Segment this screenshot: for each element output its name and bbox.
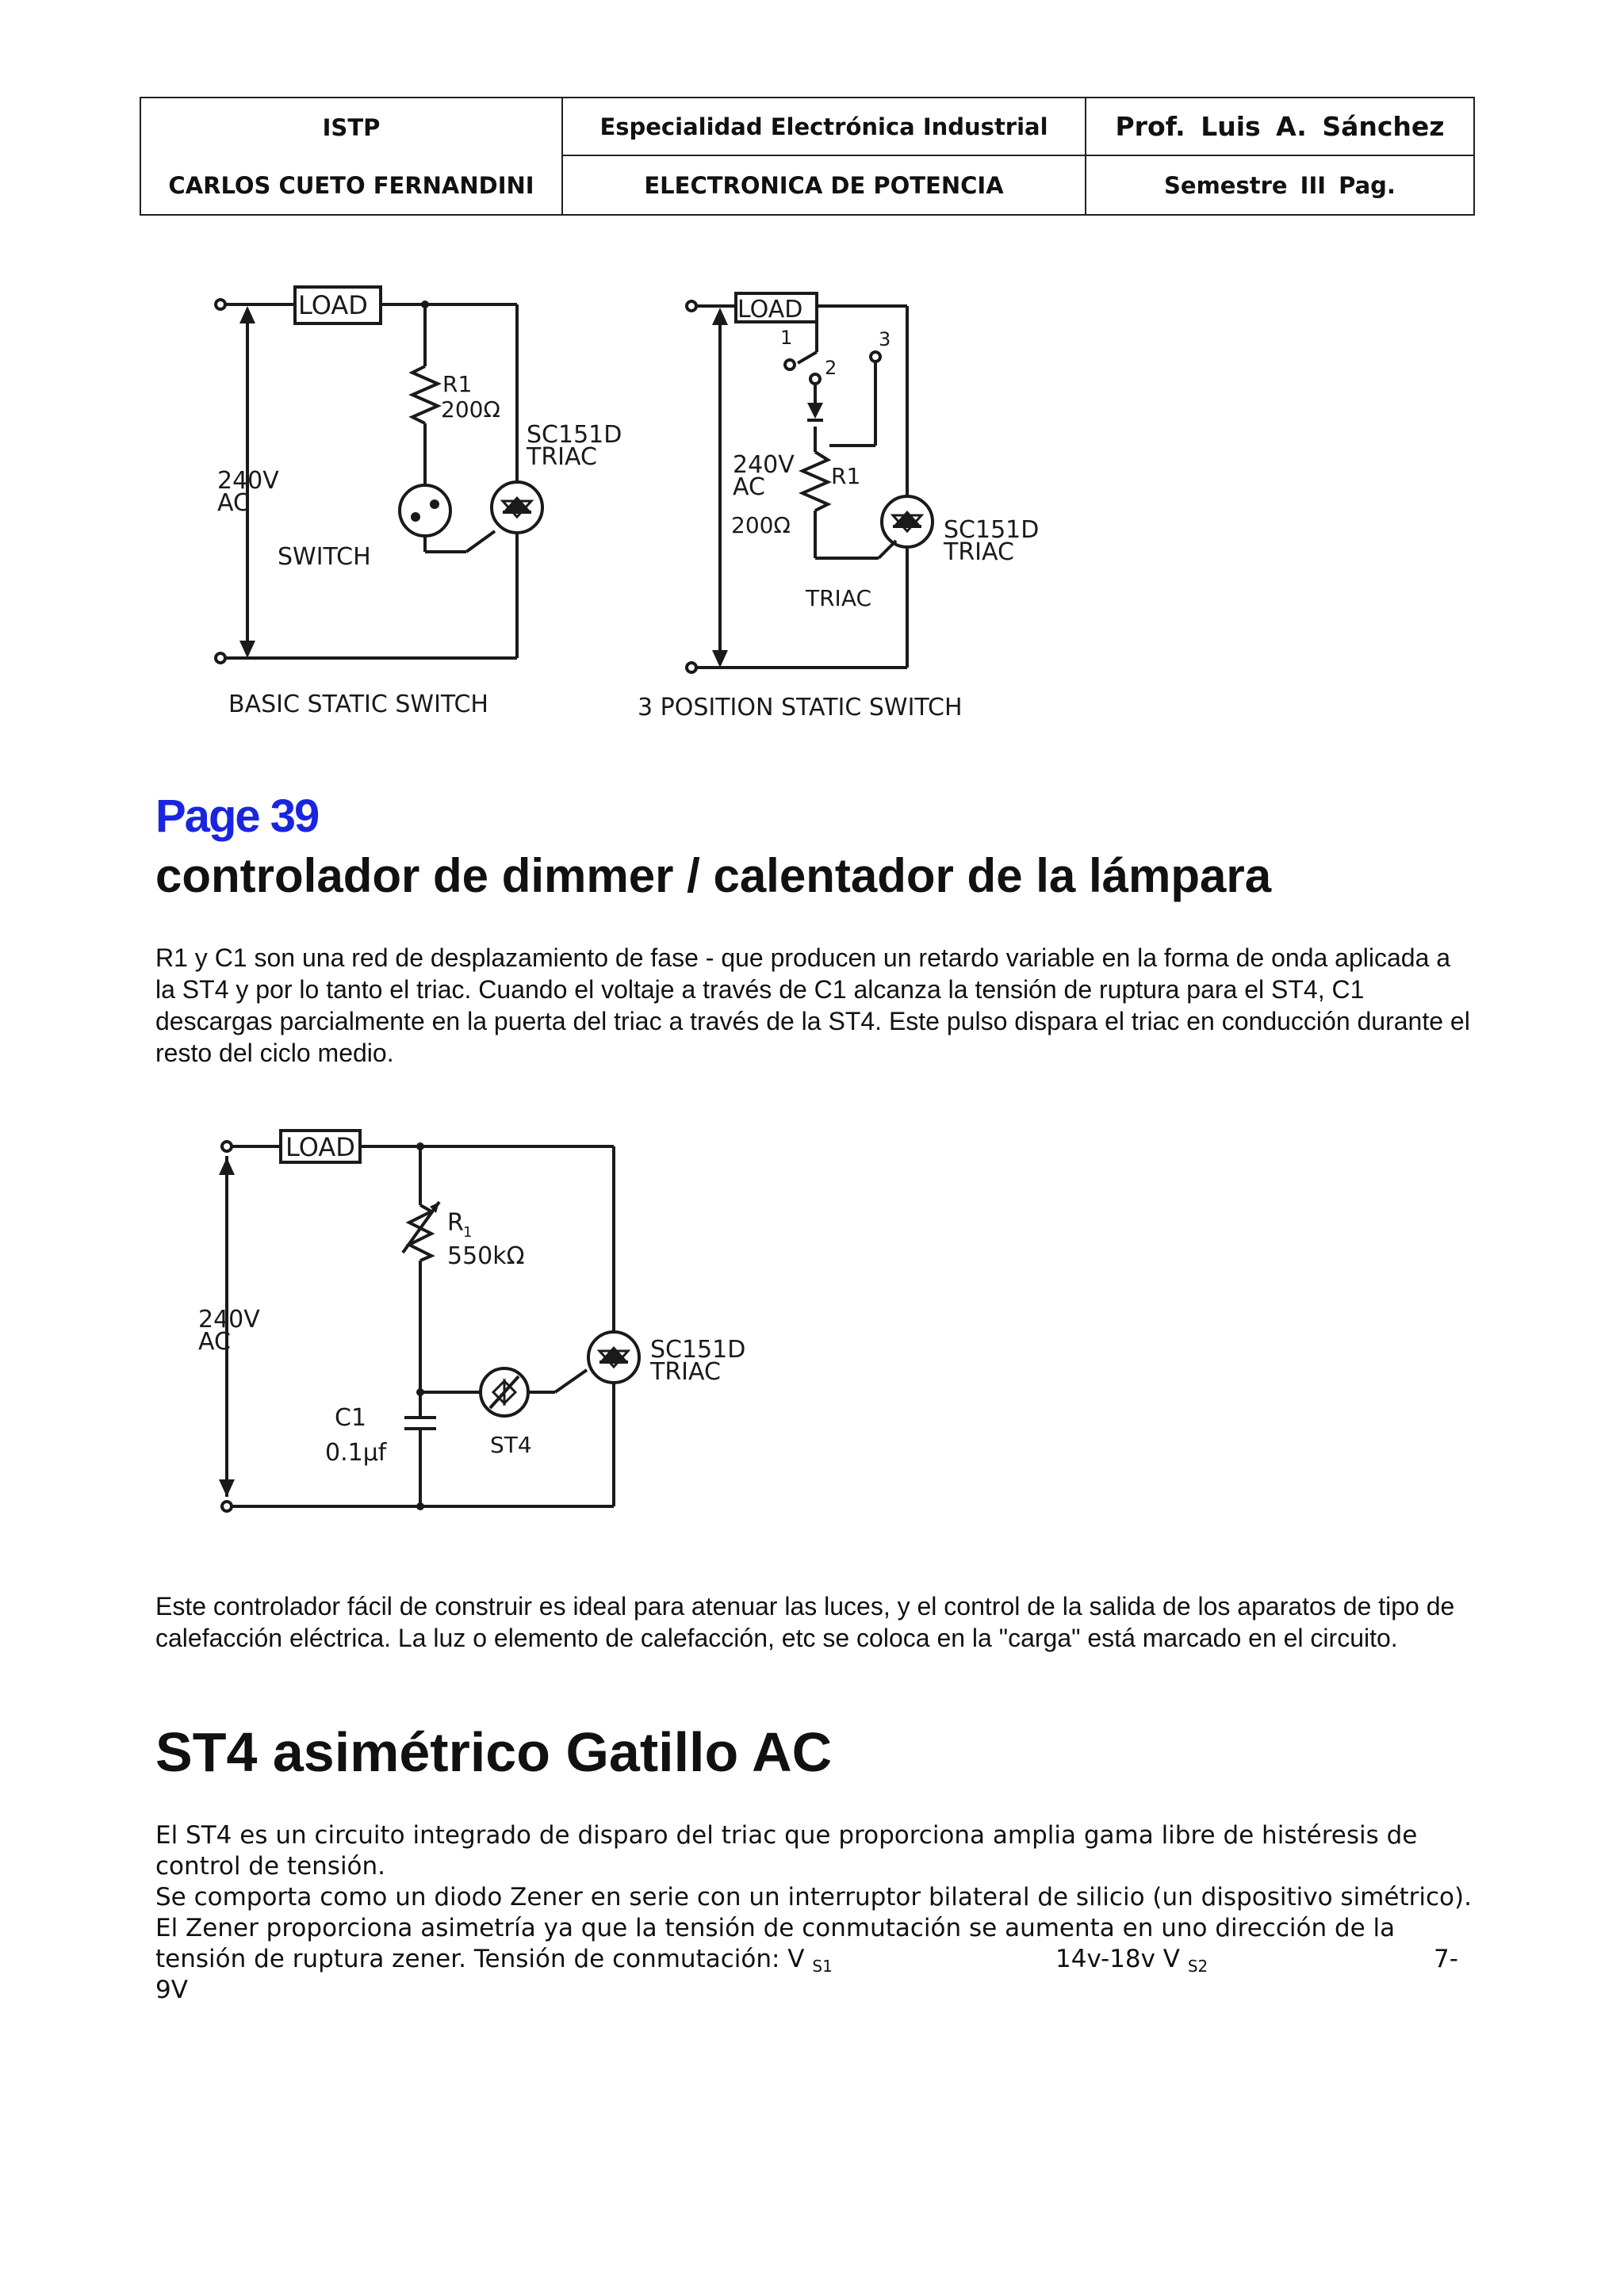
dimmer-circuit-diagram	[182, 1118, 817, 1562]
load-label: LOAD	[285, 1132, 355, 1162]
header-institute-cell	[141, 98, 561, 214]
header-table	[140, 97, 1475, 216]
st4-paragraph-2: Se comporta como un diodo Zener en serie con un interruptor bilateral de silicio (un dispositivo simétrico).	[155, 1883, 1472, 1911]
resistor-subscript: 1	[463, 1224, 473, 1241]
figure-caption: BASIC STATIC SWITCH	[228, 691, 488, 718]
switching-voltage-text: tensión de ruptura zener. Tensión de conmutación: V $_{S1}$	[155, 1945, 833, 1976]
st4-description	[155, 1820, 1472, 2006]
switch-position-2: 2	[825, 357, 837, 379]
paragraph-phase-shift: R1 y C1 son una red de desplazamiento de fase - que producen un retardo variable en la forma de onda aplicada a la ST4 y por lo tanto el triac. Cuando el voltaje a través de C1 alcanza la tensión de ruptura para el ST4, C1 descargas parcialmente en la puerta del triac a través de la ST4. Este pulso dispara el triac en conducción durante el resto del ciclo medio.	[155, 943, 1470, 1067]
triac-model: SC151D	[944, 516, 1040, 544]
paragraph-dimmer-use: Este controlador fácil de construir es ideal para atenuar las luces, y el control de la salida de los aparatos de tipo de calefacción eléctrica. La luz o elemento de calefacción, etc se coloca en la "carga" está marcado en el circuito.	[155, 1592, 1455, 1652]
school-name: CARLOS CUETO FERNANDINI	[168, 171, 534, 199]
voltage-label: 240V	[733, 451, 795, 479]
triac-model: SC151D	[527, 421, 622, 449]
course-title: ELECTRONICA DE POTENCIA	[561, 156, 1085, 214]
triac-label: TRIAC	[944, 538, 1014, 566]
resistance-value: 200Ω	[441, 396, 500, 423]
section-title: controlador de dimmer / calentador de la lámpara	[155, 849, 1272, 902]
static-switch-diagrams	[190, 262, 1102, 753]
triac-label: TRIAC	[527, 443, 597, 471]
st4-paragraph-3: El Zener proporciona asimetría ya que la tensión de conmutación se aumenta en uno dirección de la	[155, 1914, 1396, 1942]
st4-label: ST4	[490, 1432, 532, 1458]
switch-label: SWITCH	[278, 543, 371, 571]
specialty: Especialidad Electrónica Industrial	[561, 98, 1085, 156]
resistor-label: R	[447, 1209, 464, 1237]
switch-position-1: 1	[780, 327, 793, 349]
switching-voltage-end: 9V	[155, 1976, 188, 2004]
switching-voltage-line	[155, 1944, 1472, 1975]
switching-voltage-range: 14v-18v V $_{S2}$	[1055, 1945, 1208, 1976]
triac-caption: TRIAC	[806, 585, 872, 611]
capacitance-value: 0.1µf	[325, 1439, 387, 1467]
ac-label: AC	[217, 489, 250, 517]
load-label: LOAD	[737, 296, 803, 323]
resistance-value: 200Ω	[731, 512, 791, 538]
resistor-label: R1	[831, 463, 861, 489]
load-label: LOAD	[298, 290, 368, 320]
triac-label: TRIAC	[650, 1358, 721, 1386]
semester-page: Semestre III Pag.	[1085, 156, 1473, 214]
voltage-label: 240V	[198, 1306, 260, 1334]
page-label: Page 39	[155, 790, 319, 842]
triac-model: SC151D	[650, 1336, 746, 1364]
st4-title: ST4 asimétrico Gatillo AC	[155, 1721, 833, 1783]
institute-name: ISTP	[322, 113, 381, 141]
figure-caption: 3 POSITION STATIC SWITCH	[638, 694, 963, 721]
switch-position-3: 3	[879, 328, 891, 350]
ac-label: AC	[198, 1328, 231, 1356]
voltage-label: 240V	[217, 467, 279, 495]
resistance-value: 550kΩ	[447, 1242, 525, 1270]
switching-voltage-range-2: 7-	[1434, 1945, 1458, 1973]
professor: Prof. Luis A. Sánchez	[1085, 98, 1473, 156]
ac-label: AC	[733, 473, 765, 501]
resistor-label: R1	[442, 371, 473, 397]
capacitor-label: C1	[335, 1404, 367, 1432]
st4-paragraph-1: El ST4 es un circuito integrado de disparo del triac que proporciona amplia gama libre de histéresis de control de tensión.	[155, 1821, 1418, 1881]
